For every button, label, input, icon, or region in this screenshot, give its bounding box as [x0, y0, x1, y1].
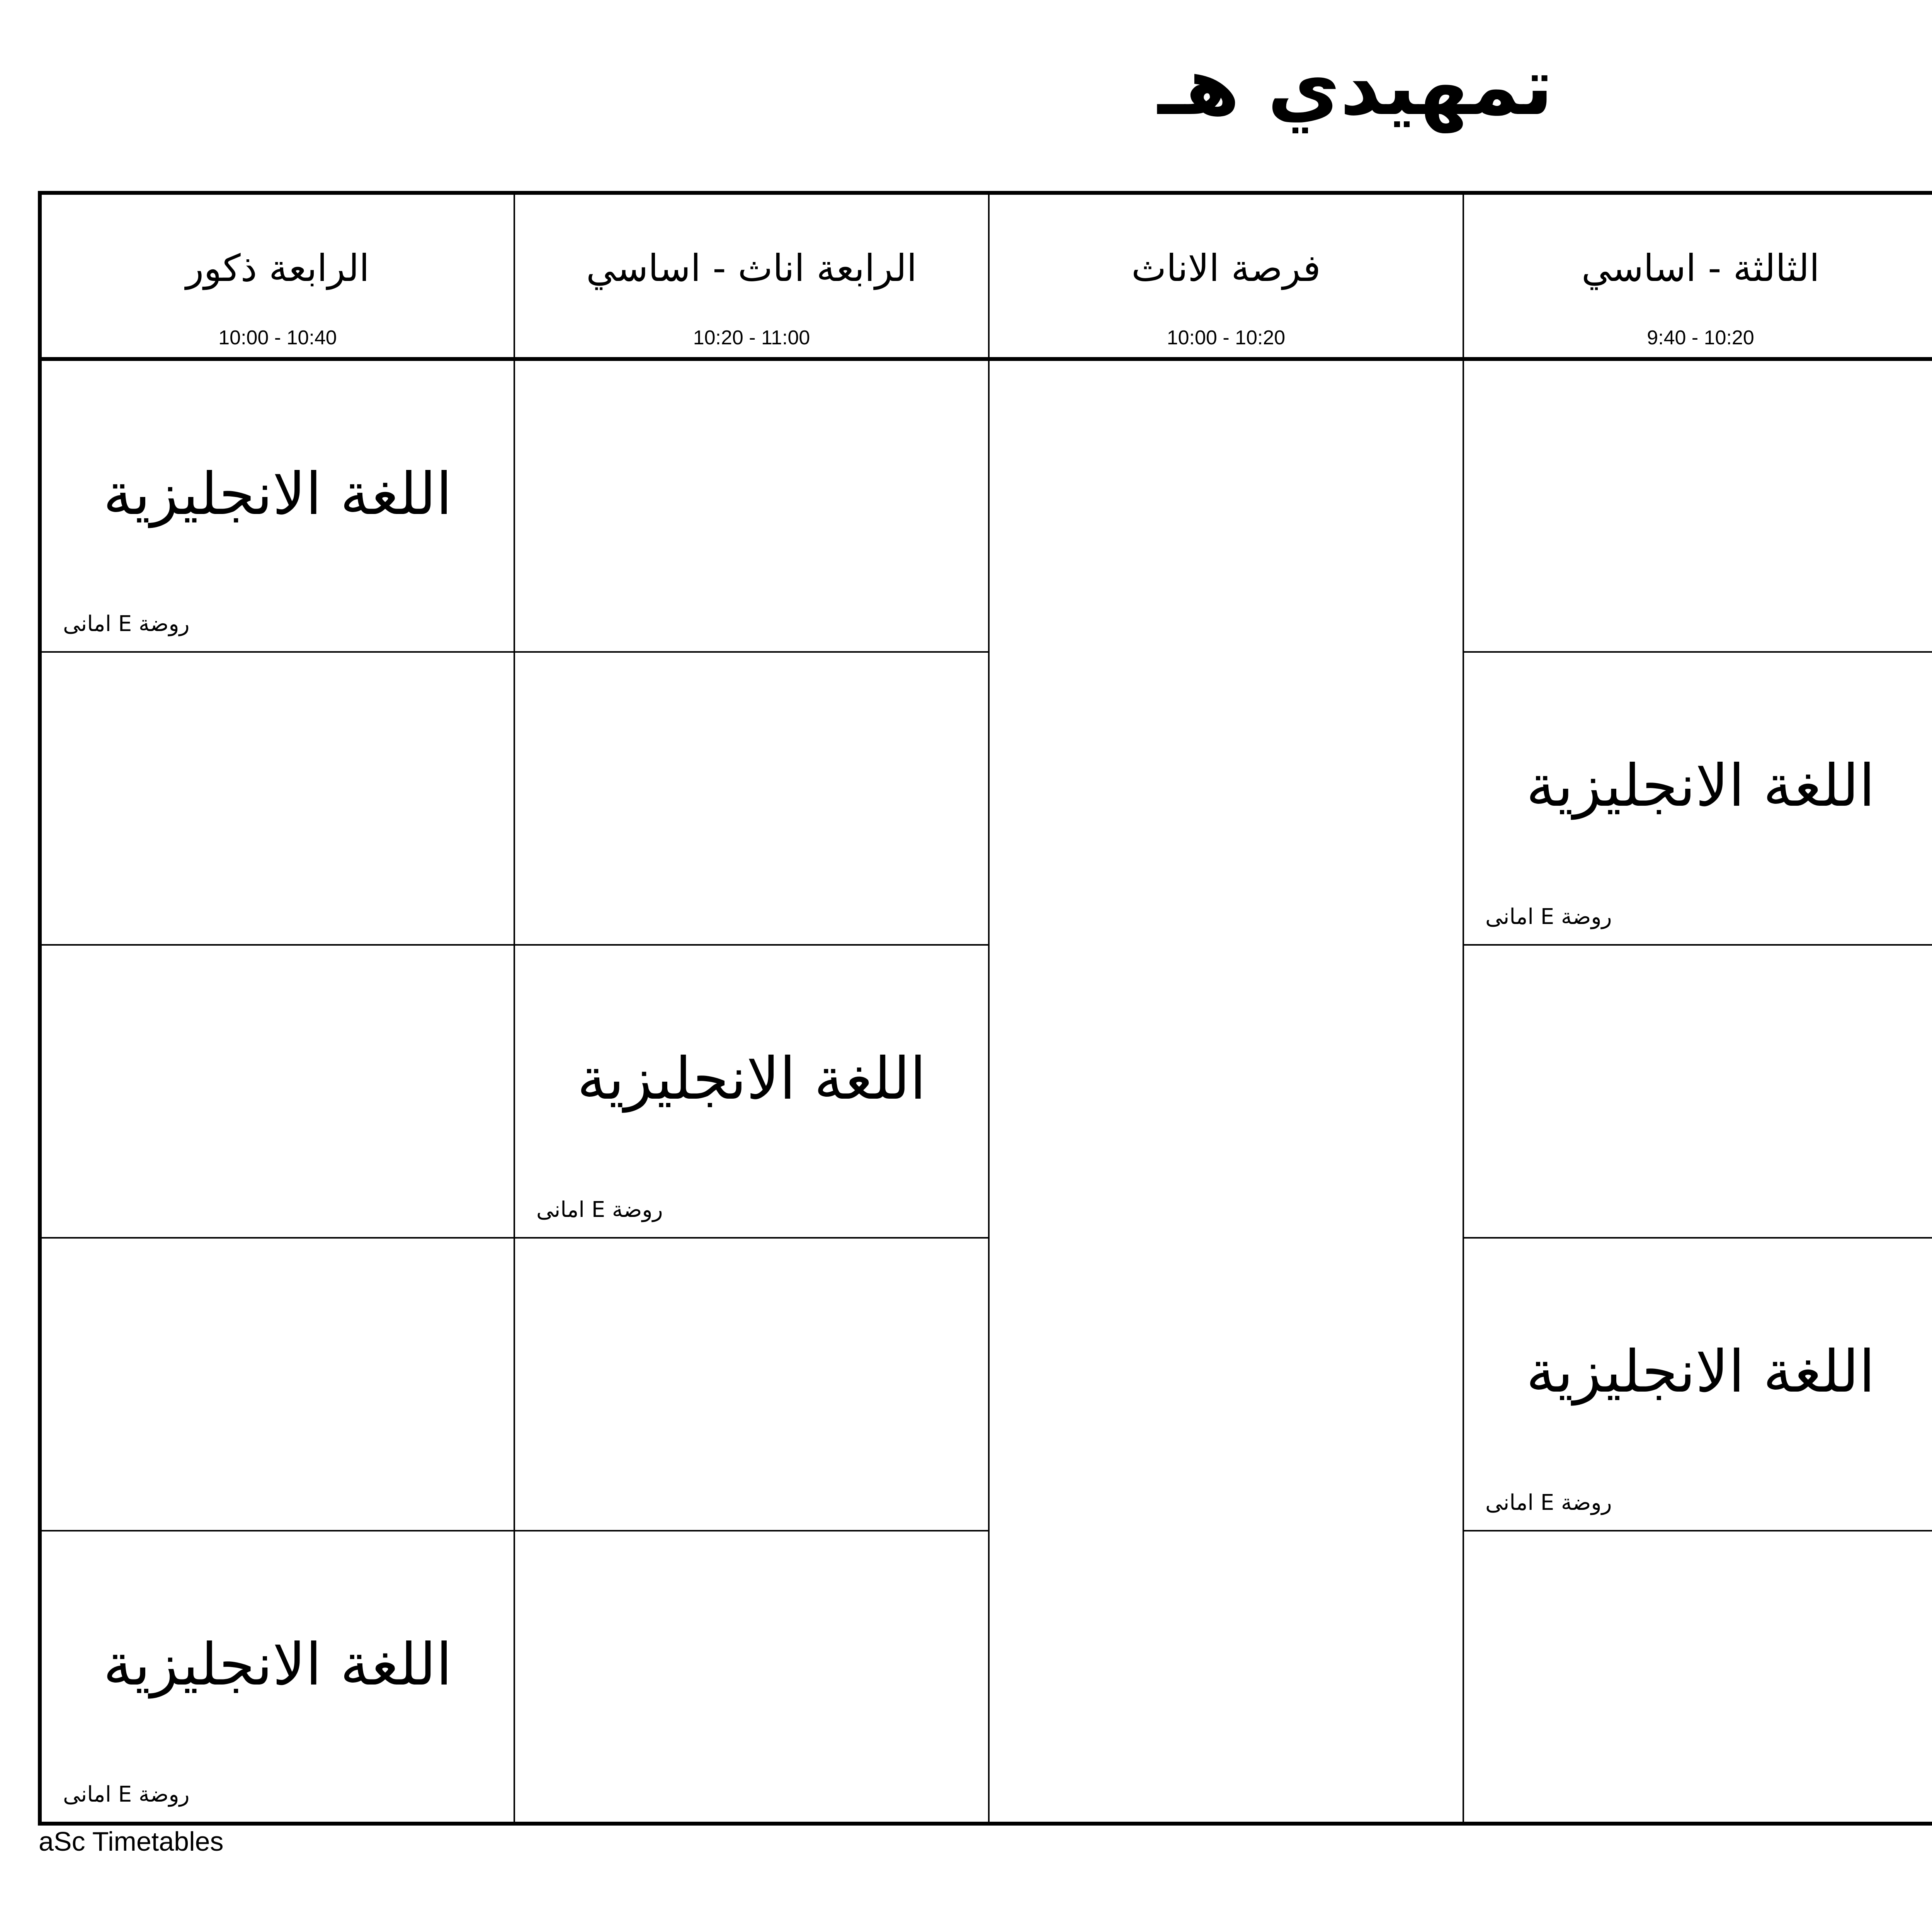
subject-name: اللغة الانجليزية: [1526, 752, 1875, 820]
lesson-cell[interactable]: [1463, 652, 1932, 945]
period-name: الرابعة ذكور: [186, 247, 369, 290]
period-time: 9:40 - 10:20: [1647, 327, 1754, 349]
period-time: 10:00 - 10:40: [218, 327, 337, 349]
page-title: تمهيدي هـ: [1158, 41, 1553, 133]
subject-name: اللغة الانجليزية: [103, 461, 452, 528]
period-time: 10:00 - 10:20: [1167, 327, 1286, 349]
day-row: [40, 359, 1932, 652]
break-column-cell: [989, 359, 1463, 1824]
empty-cell: [1463, 359, 1932, 652]
teacher-room: روضة E امانی: [536, 1197, 663, 1222]
empty-cell: [1463, 1531, 1932, 1824]
lesson-cell[interactable]: [40, 1531, 514, 1824]
empty-cell: [514, 652, 989, 945]
lesson-cell[interactable]: [514, 945, 989, 1238]
period-header: [989, 193, 1463, 359]
period-name: الرابعة اناث - اساسي: [586, 247, 917, 290]
period-header: [1463, 193, 1932, 359]
teacher-room: روضة E امانی: [63, 611, 190, 636]
teacher-room: روضة E امانی: [1485, 1490, 1612, 1515]
subject-name: اللغة الانجليزية: [103, 1631, 452, 1698]
subject-name: اللغة الانجليزية: [1526, 1338, 1875, 1406]
teacher-room: روضة E امانی: [1485, 904, 1612, 929]
period-time: 10:20 - 11:00: [693, 327, 810, 349]
empty-cell: [514, 1531, 989, 1824]
empty-cell: [40, 1238, 514, 1531]
day-row: [40, 1531, 1932, 1824]
period-name: فرصة الاناث: [1131, 247, 1321, 290]
period-header: [514, 193, 989, 359]
day-row: [40, 1238, 1932, 1531]
period-header: [40, 193, 514, 359]
footer-brand: aSc Timetables: [39, 1826, 224, 1856]
empty-cell: [40, 652, 514, 945]
subject-name: اللغة الانجليزية: [577, 1045, 926, 1113]
period-name: الثالثة - اساسي: [1581, 247, 1820, 290]
lesson-cell[interactable]: [1463, 1238, 1932, 1531]
day-row: [40, 945, 1932, 1238]
header-row: [40, 193, 1932, 359]
lesson-cell[interactable]: [40, 359, 514, 652]
empty-cell: [514, 359, 989, 652]
empty-cell: [40, 945, 514, 1238]
empty-cell: [514, 1238, 989, 1531]
timetable: [38, 191, 1932, 1826]
teacher-room: روضة E امانی: [63, 1782, 190, 1807]
empty-cell: [1463, 945, 1932, 1238]
day-row: [40, 652, 1932, 945]
